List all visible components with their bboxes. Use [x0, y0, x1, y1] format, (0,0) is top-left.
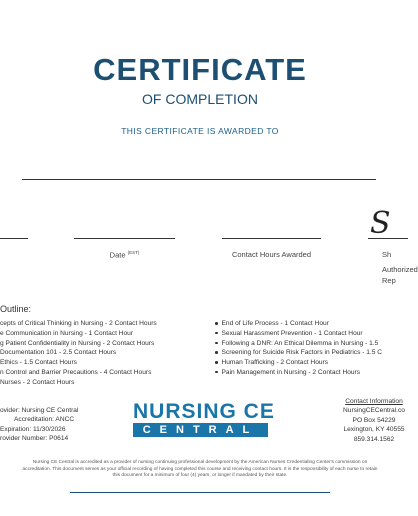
list-item-text: Following a DNR: An Ethical Dilemma in Nursing - 1.5: [221, 339, 379, 347]
list-item: [215, 339, 382, 349]
provider-expiration: Expiration: 11/30/2026: [0, 425, 66, 433]
contact-info: [334, 397, 414, 444]
date-label-text: Date: [109, 250, 126, 260]
contact-hours-line: [222, 238, 321, 239]
bullet-icon: [215, 322, 218, 325]
signer-line-3: Rep: [382, 276, 396, 285]
list-item: Documentation 101 - 2.5 Contact Hours: [0, 349, 117, 357]
contact-po-box: PO Box 54229: [352, 416, 396, 424]
contact-heading: Contact Information: [345, 398, 403, 405]
list-item: [215, 358, 382, 368]
contact-phone: 859.314.1562: [353, 435, 395, 443]
list-item: [215, 368, 382, 378]
recipient-name-line: [22, 179, 376, 180]
provider-name: ovider: Nursing CE Central: [0, 407, 79, 414]
signature-mark: S: [370, 206, 391, 241]
list-item-text: Human Trafficking - 2 Contact Hours: [221, 359, 329, 367]
signer-line-2: Authorized: [382, 265, 418, 274]
date-timezone: (EST): [127, 250, 140, 255]
provider-number: rovider Number: P0614: [0, 435, 69, 443]
certificate-title: CERTIFICATE: [93, 52, 307, 87]
outline-heading: Outline:: [0, 304, 32, 314]
list-item: cepts of Critical Thinking in Nursing - 2 Contact Hours: [0, 320, 157, 327]
awarded-to-text: THIS CERTIFICATE IS AWARDED TO: [121, 126, 279, 136]
footer-text: Nursing CE Central is accredited as a provider of nursing continuing professional development by the American Nurses Credentialing Center's commission on accreditation. This document serves as your official recording of having completed this course and receiving contact hours. It is the responsibility of each nurse to retain this document for a minimum of four (4) years, or longer if mandated by their state.: [22, 460, 378, 479]
bullet-icon: [215, 342, 218, 345]
list-item: Nurses - 2 Contact Hours: [0, 378, 75, 386]
list-item: g Patient Confidentiality in Nursing - 2 Contact Hours: [0, 339, 155, 347]
signer-line-1: Sh: [382, 250, 392, 259]
list-item-text: Sexual Harassment Prevention - 1 Contact Hour: [221, 329, 363, 337]
accreditation-footer: [0, 460, 400, 480]
bottom-rule: [70, 492, 330, 493]
contact-hours-label: Contact Hours Awarded: [231, 250, 312, 259]
logo-nursing-ce: NURSING CE: [133, 400, 275, 423]
provider-accreditation: Accreditation: ANCC: [14, 416, 75, 424]
logo-central: CENTRAL: [133, 423, 268, 437]
certificate-subtitle: OF COMPLETION: [142, 91, 258, 107]
contact-website: NursingCECentral.co: [343, 407, 405, 415]
list-item: e Communication in Nursing - 1 Contact Hour: [0, 329, 134, 337]
list-item: [215, 348, 382, 358]
list-item-text: Screening for Suicide Risk Factors in Pediatrics - 1.5 C: [221, 349, 383, 357]
date-line: [74, 238, 175, 239]
list-item: [215, 329, 382, 339]
list-item: Ethics - 1.5 Contact Hours: [0, 359, 77, 367]
list-item-text: End of Life Process - 1 Contact Hour: [221, 320, 329, 327]
bullet-icon: [215, 351, 218, 354]
course-list-right: [215, 319, 382, 378]
list-item-text: Pain Management in Nursing - 2 Contact Hours: [221, 368, 361, 376]
list-item: n Control and Barrier Precautions - 4 Contact Hours: [0, 368, 152, 376]
list-item: [215, 319, 382, 329]
course-list-left: [0, 319, 157, 388]
provider-info: [0, 406, 78, 444]
bullet-icon: [215, 332, 218, 335]
bullet-icon: [215, 371, 218, 374]
field-line-left: [0, 238, 28, 239]
bullet-icon: [215, 361, 218, 364]
date-label: [74, 250, 175, 260]
contact-city: Lexington, KY 40555: [343, 426, 405, 434]
